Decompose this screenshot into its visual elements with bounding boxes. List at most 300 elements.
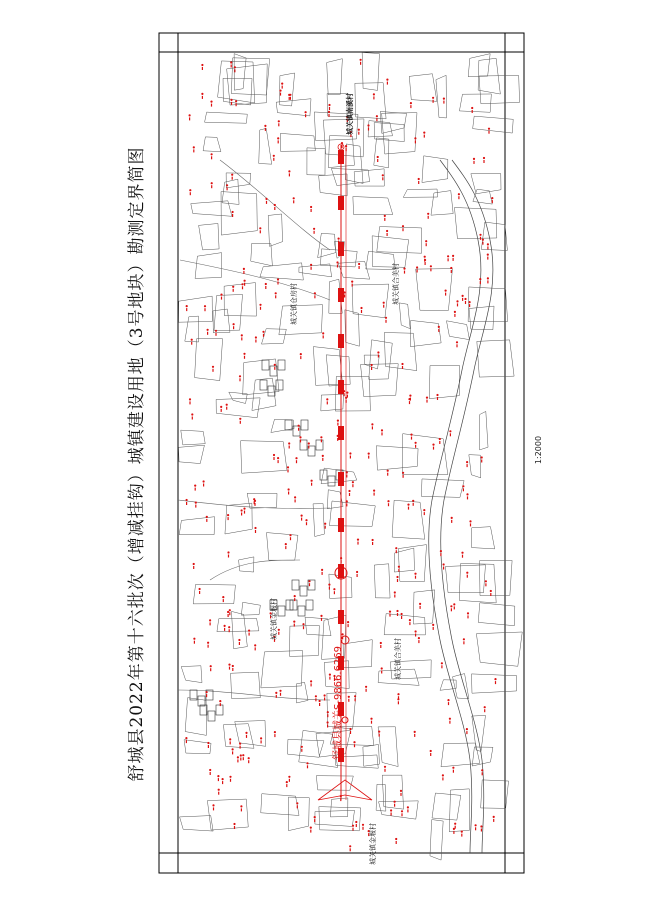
elevation-tick <box>357 574 358 577</box>
elevation-tick <box>193 566 194 569</box>
elevation-point <box>322 332 324 334</box>
elevation-point <box>452 767 454 769</box>
parcel-outline <box>179 517 214 535</box>
parcel-outline <box>247 493 277 508</box>
elevation-point <box>254 500 256 502</box>
elevation-point <box>231 174 233 176</box>
elevation-tick <box>449 721 450 724</box>
elevation-tick <box>408 507 409 510</box>
elevation-point <box>227 514 229 516</box>
elevation-tick <box>285 546 286 549</box>
elevation-point <box>373 490 375 492</box>
elevation-tick <box>371 367 372 370</box>
parcel-outline <box>179 445 205 463</box>
elevation-tick <box>480 281 481 284</box>
elevation-point <box>401 810 403 812</box>
elevation-point <box>461 831 463 833</box>
elevation-tick <box>308 446 309 449</box>
elevation-point <box>473 158 475 160</box>
elevation-point <box>488 128 490 130</box>
elevation-tick <box>228 517 229 520</box>
building <box>216 705 223 715</box>
elevation-point <box>324 523 326 525</box>
elevation-point <box>288 94 290 96</box>
elevation-point <box>371 364 373 366</box>
elevation-point <box>227 611 229 613</box>
elevation-point <box>315 695 317 697</box>
elevation-tick <box>296 460 297 463</box>
elevation-tick <box>221 409 222 412</box>
elevation-tick <box>361 310 362 313</box>
elevation-tick <box>301 749 302 752</box>
elevation-tick <box>241 808 242 811</box>
elevation-tick <box>359 266 360 269</box>
elevation-tick <box>466 731 467 734</box>
parcel-outline <box>221 192 257 235</box>
elevation-tick <box>300 356 301 359</box>
elevation-tick <box>327 714 328 717</box>
elevation-tick <box>440 553 441 556</box>
parcel-outline <box>261 329 286 344</box>
elevation-tick <box>467 496 468 499</box>
elevation-tick <box>352 484 353 487</box>
elevation-tick <box>465 301 466 304</box>
parcel-outline <box>394 548 414 572</box>
elevation-point <box>395 547 397 549</box>
elevation-point <box>220 406 222 408</box>
elevation-point <box>370 718 372 720</box>
elevation-tick <box>210 772 211 775</box>
elevation-tick <box>325 526 326 529</box>
elevation-point <box>482 239 484 241</box>
elevation-tick <box>346 503 347 506</box>
elevation-tick <box>323 335 324 338</box>
elevation-tick <box>277 282 278 285</box>
parcel-outline <box>229 392 247 403</box>
parcel-outline <box>477 340 514 377</box>
elevation-tick <box>409 401 410 404</box>
elevation-point <box>189 398 191 400</box>
elevation-point <box>462 295 464 297</box>
elevation-tick <box>341 145 342 148</box>
parcel-outline <box>478 603 515 626</box>
elevation-tick <box>221 297 222 300</box>
elevation-tick <box>300 439 301 442</box>
elevation-point <box>449 718 451 720</box>
elevation-tick <box>475 827 476 830</box>
elevation-tick <box>278 123 279 126</box>
elevation-point <box>296 802 298 804</box>
parcel-outline <box>459 94 491 112</box>
elevation-point <box>189 114 191 116</box>
elevation-tick <box>274 734 275 737</box>
elevation-tick <box>314 295 315 298</box>
elevation-tick <box>301 518 302 521</box>
elevation-tick <box>295 499 296 502</box>
elevation-point <box>378 731 380 733</box>
elevation-tick <box>186 740 187 743</box>
elevation-point <box>306 762 308 764</box>
elevation-point <box>464 298 466 300</box>
elevation-point <box>410 434 412 436</box>
elevation-point <box>314 292 316 294</box>
elevation-point <box>461 552 463 554</box>
elevation-tick <box>417 270 418 273</box>
parcel-outline <box>193 584 235 603</box>
elevation-tick <box>278 632 279 635</box>
parcel-outline <box>343 640 372 668</box>
elevation-point <box>402 472 404 474</box>
village-label: 城关镇南溪村 <box>346 93 354 135</box>
parcel-outline <box>398 545 426 582</box>
elevation-point <box>432 97 434 99</box>
river <box>429 160 493 853</box>
elevation-tick <box>194 641 195 644</box>
elevation-point <box>207 329 209 331</box>
elevation-tick <box>208 745 209 748</box>
elevation-point <box>301 746 303 748</box>
parcel-outline <box>473 116 514 133</box>
elevation-point <box>319 700 321 702</box>
elevation-point <box>419 603 421 605</box>
elevation-tick <box>203 484 204 487</box>
elevation-tick <box>227 187 228 190</box>
elevation-tick <box>349 493 350 496</box>
elevation-point <box>293 197 295 199</box>
elevation-point <box>203 480 205 482</box>
parcel-outline <box>184 740 211 754</box>
elevation-tick <box>228 555 229 558</box>
elevation-point <box>232 211 234 213</box>
elevation-point <box>360 307 362 309</box>
elevation-point <box>479 234 481 236</box>
elevation-tick <box>220 703 221 706</box>
elevation-tick <box>483 160 484 163</box>
elevation-tick <box>396 550 397 553</box>
elevation-point <box>229 609 231 611</box>
parcel-outline <box>476 632 522 666</box>
building <box>298 606 305 616</box>
elevation-point <box>398 566 400 568</box>
elevation-tick <box>233 326 234 329</box>
elevation-point <box>186 305 188 307</box>
elevation-point <box>382 174 384 176</box>
elevation-tick <box>357 542 358 545</box>
village-label: 城关镇金堰村 <box>369 823 377 865</box>
elevation-tick <box>415 576 416 579</box>
elevation-tick <box>443 101 444 104</box>
elevation-tick <box>420 606 421 609</box>
elevation-tick <box>456 344 457 347</box>
elevation-point <box>298 425 300 427</box>
elevation-tick <box>385 320 386 323</box>
elevation-tick <box>462 555 463 558</box>
elevation-tick <box>222 781 223 784</box>
elevation-point <box>487 277 489 279</box>
elevation-point <box>288 488 290 490</box>
elevation-point <box>327 711 329 713</box>
elevation-tick <box>276 695 277 698</box>
elevation-point <box>286 781 288 783</box>
elevation-point <box>222 596 224 598</box>
village-label: 城关镇仓房村 <box>290 283 298 325</box>
parcel-outline <box>271 419 294 432</box>
elevation-point <box>240 754 242 756</box>
elevation-tick <box>218 778 219 781</box>
elevation-tick <box>490 593 491 596</box>
elevation-point <box>423 132 425 134</box>
elevation-point <box>362 824 364 826</box>
elevation-tick <box>265 128 266 131</box>
elevation-point <box>229 738 231 740</box>
elevation-tick <box>418 640 419 643</box>
elevation-point <box>418 637 420 639</box>
elevation-tick <box>230 779 231 782</box>
parcel-outline <box>378 727 398 767</box>
elevation-tick <box>294 598 295 601</box>
elevation-tick <box>210 668 211 671</box>
elevation-point <box>209 769 211 771</box>
elevation-tick <box>224 628 225 631</box>
elevation-tick <box>418 181 419 184</box>
elevation-tick <box>255 647 256 650</box>
elevation-tick <box>362 827 363 830</box>
elevation-point <box>277 457 279 459</box>
elevation-tick <box>492 200 493 203</box>
elevation-tick <box>481 829 482 832</box>
elevation-tick <box>223 599 224 602</box>
parcel-outline <box>416 269 453 311</box>
elevation-tick <box>263 334 264 337</box>
elevation-tick <box>248 760 249 763</box>
elevation-point <box>410 102 412 104</box>
elevation-tick <box>470 523 471 526</box>
elevation-point <box>390 809 392 811</box>
elevation-point <box>248 757 250 759</box>
elevation-point <box>412 500 414 502</box>
parcel-outline <box>436 75 447 118</box>
elevation-tick <box>207 332 208 335</box>
parcel-outline <box>480 411 488 449</box>
elevation-tick <box>426 400 427 403</box>
parcel-outline <box>307 148 325 175</box>
elevation-tick <box>290 97 291 100</box>
building <box>278 606 285 616</box>
elevation-point <box>219 700 221 702</box>
elevation-point <box>432 444 434 446</box>
elevation-point <box>287 466 289 468</box>
building <box>262 360 269 370</box>
elevation-tick <box>415 445 416 448</box>
elevation-tick <box>482 242 483 245</box>
elevation-point <box>313 228 315 230</box>
elevation-point <box>475 824 477 826</box>
elevation-tick <box>208 645 209 648</box>
elevation-tick <box>192 417 193 420</box>
elevation-tick <box>381 671 382 674</box>
elevation-tick <box>239 642 240 645</box>
elevation-tick <box>321 618 322 621</box>
elevation-tick <box>228 614 229 617</box>
elevation-tick <box>346 475 347 478</box>
elevation-point <box>381 667 383 669</box>
elevation-point <box>210 101 212 103</box>
elevation-tick <box>204 308 205 311</box>
elevation-point <box>408 398 410 400</box>
elevation-point <box>365 686 367 688</box>
elevation-tick <box>329 107 330 110</box>
building <box>301 420 308 430</box>
elevation-tick <box>319 703 320 706</box>
building <box>278 360 285 370</box>
elevation-tick <box>387 82 388 85</box>
elevation-tick <box>273 457 274 460</box>
building <box>286 600 293 610</box>
elevation-point <box>239 375 241 377</box>
elevation-point <box>281 83 283 85</box>
elevation-tick <box>229 612 230 615</box>
elevation-point <box>442 774 444 776</box>
parcel-outline <box>377 227 422 254</box>
elevation-tick <box>234 826 235 829</box>
elevation-tick <box>388 503 389 506</box>
elevation-tick <box>289 446 290 449</box>
elevation-tick <box>231 65 232 68</box>
elevation-point <box>385 317 387 319</box>
elevation-tick <box>244 283 245 286</box>
elevation-tick <box>218 792 219 795</box>
elevation-tick <box>495 681 496 684</box>
elevation-point <box>396 610 398 612</box>
elevation-point <box>320 436 322 438</box>
elevation-tick <box>414 734 415 737</box>
elevation-point <box>352 825 354 827</box>
parcel-outline <box>260 263 303 280</box>
elevation-point <box>443 98 445 100</box>
parcel-outline <box>225 503 252 534</box>
elevation-tick <box>280 93 281 96</box>
elevation-tick <box>366 689 367 692</box>
elevation-tick <box>305 114 306 117</box>
elevation-tick <box>372 542 373 545</box>
elevation-tick <box>360 62 361 65</box>
elevation-point <box>389 611 391 613</box>
elevation-point <box>373 93 375 95</box>
building <box>292 580 299 590</box>
elevation-tick <box>463 641 464 644</box>
elevation-tick <box>454 314 455 317</box>
elevation-tick <box>480 237 481 240</box>
building <box>270 366 277 376</box>
elevation-point <box>199 588 201 590</box>
elevation-tick <box>334 591 335 594</box>
elevation-point <box>226 404 228 406</box>
elevation-point <box>327 721 329 723</box>
elevation-point <box>310 680 312 682</box>
elevation-point <box>275 292 277 294</box>
elevation-tick <box>384 218 385 221</box>
elevation-tick <box>243 757 244 760</box>
elevation-tick <box>352 284 353 287</box>
parcel-outline <box>203 137 221 152</box>
elevation-point <box>396 576 398 578</box>
elevation-point <box>425 240 427 242</box>
elevation-point <box>243 353 245 355</box>
elevation-point <box>415 630 417 632</box>
elevation-point <box>232 748 234 750</box>
elevation-tick <box>384 769 385 772</box>
parcel-outline <box>305 617 331 636</box>
elevation-point <box>254 644 256 646</box>
elevation-tick <box>241 513 242 516</box>
elevation-point <box>407 504 409 506</box>
elevation-point <box>212 366 214 368</box>
elevation-point <box>274 731 276 733</box>
elevation-point <box>226 184 228 186</box>
building <box>208 711 215 721</box>
elevation-point <box>277 278 279 280</box>
elevation-point <box>454 823 456 825</box>
parcel-outline <box>469 455 481 478</box>
elevation-point <box>360 59 362 61</box>
elevation-point <box>466 572 468 574</box>
elevation-tick <box>322 458 323 461</box>
parcel-boundary-line <box>318 144 372 800</box>
elevation-point <box>239 743 241 745</box>
elevation-tick <box>232 177 233 180</box>
elevation-point <box>234 66 236 68</box>
elevation-tick <box>458 196 459 199</box>
parcel-outline <box>185 698 206 736</box>
parcel-outline <box>266 533 297 561</box>
parcel-outline <box>379 801 419 819</box>
elevation-tick <box>311 483 312 486</box>
elevation-point <box>193 638 195 640</box>
building <box>306 600 313 610</box>
elevation-tick <box>472 110 473 113</box>
elevation-point <box>453 603 455 605</box>
elevation-point <box>387 500 389 502</box>
parcel-outline <box>374 123 404 142</box>
parcel-outline <box>321 395 344 411</box>
elevation-tick <box>306 522 307 525</box>
elevation-point <box>241 334 243 336</box>
elevation-tick <box>288 492 289 495</box>
parcel-outline <box>376 784 386 811</box>
building <box>276 380 283 390</box>
elevation-point <box>450 267 452 269</box>
elevation-point <box>401 613 403 615</box>
parcel-outline <box>361 364 399 397</box>
parcel-outline <box>243 359 279 395</box>
elevation-tick <box>457 303 458 306</box>
parcel-outline <box>252 378 276 410</box>
elevation-tick <box>463 488 464 491</box>
elevation-tick <box>453 258 454 261</box>
elevation-point <box>326 398 328 400</box>
elevation-point <box>206 691 208 693</box>
parcel-outline <box>316 776 353 791</box>
parcel-outline <box>185 316 199 342</box>
elevation-point <box>201 64 203 66</box>
elevation-tick <box>186 308 187 311</box>
elevation-point <box>230 61 232 63</box>
elevation-tick <box>461 834 462 837</box>
elevation-point <box>288 170 290 172</box>
elevation-tick <box>282 86 283 89</box>
parcel-outline <box>481 780 509 808</box>
elevation-tick <box>387 473 388 476</box>
